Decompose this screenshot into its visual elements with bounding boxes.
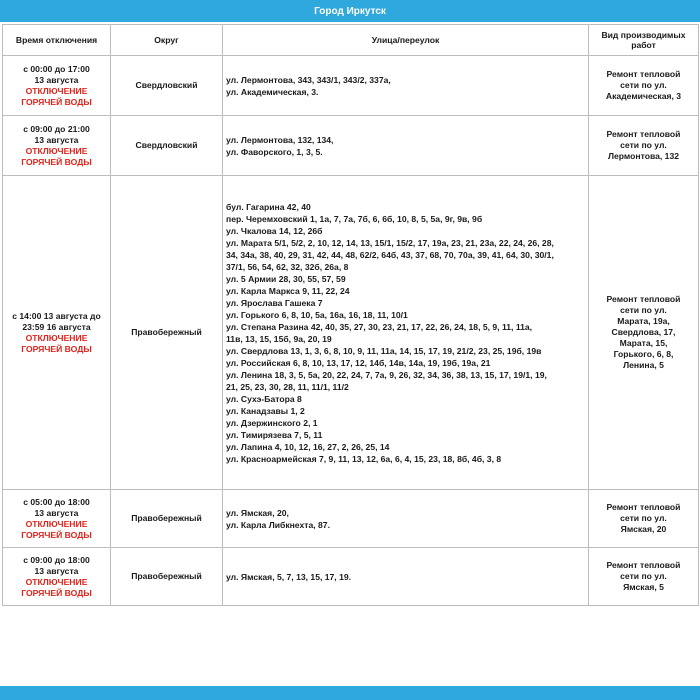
work-type-line: Лермонтова, 132: [607, 151, 680, 161]
street-line: ул. Карла Либкнехта, 87.: [226, 519, 330, 530]
table-row: [3, 176, 699, 490]
work-type-line: Ямская, 20: [620, 524, 667, 534]
outage-time-text: с 00:00 до 17:00: [23, 63, 90, 74]
work-type-line: сети по ул.: [620, 80, 667, 90]
outage-time-text: с 09:00 до 21:00: [23, 123, 90, 134]
work-type-line: Ремонт тепловой: [606, 294, 681, 304]
street-line: 11в, 13, 15, 15б, 9а, 20, 19: [226, 333, 332, 344]
street-line: 21, 25, 23, 30, 28, 11, 11/1, 11/2: [226, 381, 349, 392]
hot-water-warning: ГОРЯЧЕЙ ВОДЫ: [21, 529, 92, 540]
column-header-district: Округ: [111, 25, 223, 56]
city-title: Город Иркутск: [314, 5, 386, 17]
outage-time-text: 13 августа: [34, 507, 79, 518]
outage-time-text: с 14:00 13 августа до: [12, 310, 101, 321]
work-type-line: сети по ул.: [620, 305, 667, 315]
table-row: [3, 116, 699, 176]
work-type-line: Марата, 15,: [619, 338, 668, 348]
footer-bar: [0, 686, 700, 700]
work-type-line: Ямская, 5: [623, 582, 664, 592]
street-line: ул. Сухэ-Батора 8: [226, 393, 302, 404]
work-type-line: сети по ул.: [620, 513, 667, 523]
work-type-line: Академическая, 3: [605, 91, 682, 101]
work-type-line: Ремонт тепловой: [606, 502, 681, 512]
street-line: ул. Ямская, 5, 7, 13, 15, 17, 19.: [226, 571, 352, 582]
street-line: ул. 5 Армии 28, 30, 55, 57, 59: [226, 273, 346, 284]
outage-time-text: 13 августа: [34, 134, 79, 145]
column-header-time: Время отключения: [3, 25, 111, 56]
street-line: ул. Лермонтова, 343, 343/1, 343/2, 337а,: [226, 74, 391, 85]
work-type-line: Ленина, 5: [623, 360, 664, 370]
table-row: [3, 490, 699, 548]
hot-water-warning: ГОРЯЧЕЙ ВОДЫ: [21, 343, 92, 354]
outage-time-text: 23:59 16 августа: [22, 321, 91, 332]
street-line: ул. Карла Маркса 9, 11, 22, 24: [226, 285, 350, 296]
outage-time-text: 13 августа: [34, 74, 79, 85]
work-type-line: Горького, 6, 8,: [613, 349, 674, 359]
outage-time-text: с 09:00 до 18:00: [23, 554, 90, 565]
street-line: ул. Марата 5/1, 5/2, 2, 10, 12, 14, 13, 15/1, 15/2, 17, 19а, 23, 21, 23а, 22, 24, 26, 28,: [226, 237, 554, 248]
street-line: ул. Горького 6, 8, 10, 5а, 16а, 16, 18, 11, 10/1: [226, 309, 408, 320]
work-type-cell: [589, 116, 699, 176]
hot-water-warning: ОТКЛЮЧЕНИЕ: [25, 518, 88, 529]
table-body: [3, 56, 699, 606]
streets-cell: [223, 490, 589, 548]
streets-cell: [223, 548, 589, 606]
hot-water-warning: ГОРЯЧЕЙ ВОДЫ: [21, 96, 92, 107]
district-cell: Правобережный: [111, 490, 223, 548]
streets-cell: [223, 176, 589, 490]
table-row: [3, 56, 699, 116]
hot-water-warning: ГОРЯЧЕЙ ВОДЫ: [21, 156, 92, 167]
outage-time-cell: [3, 56, 111, 116]
district-cell: Свердловский: [111, 56, 223, 116]
column-header-street: Улица/переулок: [223, 25, 589, 56]
work-type-line: Марата, 19а,: [617, 316, 670, 326]
street-line: ул. Ярослава Гашека 7: [226, 297, 323, 308]
work-type-line: Ремонт тепловой: [606, 560, 681, 570]
work-type-cell: [589, 490, 699, 548]
work-type-line: сети по ул.: [620, 571, 667, 581]
outage-schedule-table: [2, 24, 699, 606]
street-line: ул. Российская 6, 8, 10, 13, 17, 12, 14б, 14в, 14а, 19, 19б, 19а, 21: [226, 357, 491, 368]
work-type-line: Ремонт тепловой: [606, 129, 681, 139]
street-line: бул. Гагарина 42, 40: [226, 201, 311, 212]
street-line: ул. Красноармейская 7, 9, 11, 13, 12, 6а, 6, 4, 15, 23, 18, 8б, 4б, 3, 8: [226, 453, 502, 464]
street-line: ул. Дзержинского 2, 1: [226, 417, 318, 428]
street-line: ул. Академическая, 3.: [226, 86, 319, 97]
outage-time-cell: [3, 548, 111, 606]
hot-water-warning: ГОРЯЧЕЙ ВОДЫ: [21, 587, 92, 598]
outage-time-cell: [3, 490, 111, 548]
street-line: ул. Степана Разина 42, 40, 35, 27, 30, 23, 21, 17, 22, 26, 24, 18, 5, 9, 11, 11а,: [226, 321, 533, 332]
work-type-line: Свердлова, 17,: [611, 327, 676, 337]
street-line: ул. Ямская, 20,: [226, 507, 289, 518]
work-type-line: Ремонт тепловой: [606, 69, 681, 79]
city-header: [0, 0, 700, 22]
street-line: 34, 34а, 38, 40, 29, 31, 42, 44, 48, 62/2, 64б, 43, 37, 68, 70, 70а, 39, 41, 64, 30, 30/1,: [226, 249, 554, 260]
streets-cell: [223, 56, 589, 116]
hot-water-warning: ОТКЛЮЧЕНИЕ: [25, 576, 88, 587]
street-line: ул. Тимирязева 7, 5, 11: [226, 429, 323, 440]
table-header-row: [3, 25, 699, 56]
street-line: ул. Ленина 18, 3, 5, 5а, 20, 22, 24, 7, 7а, 9, 26, 32, 34, 36, 38, 13, 15, 17, 19/1, 19,: [226, 369, 547, 380]
street-line: ул. Свердлова 13, 1, 3, 6, 8, 10, 9, 11, 11а, 14, 15, 17, 19, 21/2, 23, 25, 19б, 19в: [226, 345, 542, 356]
table-row: [3, 548, 699, 606]
outage-time-cell: [3, 116, 111, 176]
hot-water-warning: ОТКЛЮЧЕНИЕ: [25, 145, 88, 156]
hot-water-warning: ОТКЛЮЧЕНИЕ: [25, 85, 88, 96]
district-cell: Правобережный: [111, 176, 223, 490]
column-header-work: Вид производимых работ: [589, 25, 699, 56]
street-line: ул. Чкалова 14, 12, 26б: [226, 225, 323, 236]
outage-time-cell: [3, 176, 111, 490]
street-line: ул. Лапина 4, 10, 12, 16, 27, 2, 26, 25, 14: [226, 441, 390, 452]
work-type-cell: [589, 176, 699, 490]
work-type-line: сети по ул.: [620, 140, 667, 150]
street-line: пер. Черемховский 1, 1а, 7, 7а, 7б, 6, 6б, 10, 8, 5, 5а, 9г, 9в, 9б: [226, 213, 483, 224]
street-line: ул. Канадзавы 1, 2: [226, 405, 305, 416]
work-type-cell: [589, 56, 699, 116]
district-cell: Свердловский: [111, 116, 223, 176]
street-line: ул. Лермонтова, 132, 134,: [226, 134, 334, 145]
outage-time-text: 13 августа: [34, 565, 79, 576]
district-cell: Правобережный: [111, 548, 223, 606]
street-line: 37/1, 56, 54, 62, 32, 32б, 26а, 8: [226, 261, 349, 272]
hot-water-warning: ОТКЛЮЧЕНИЕ: [25, 332, 88, 343]
street-line: ул. Фаворского, 1, 3, 5.: [226, 146, 323, 157]
work-type-cell: [589, 548, 699, 606]
streets-cell: [223, 116, 589, 176]
outage-time-text: с 05:00 до 18:00: [23, 496, 90, 507]
